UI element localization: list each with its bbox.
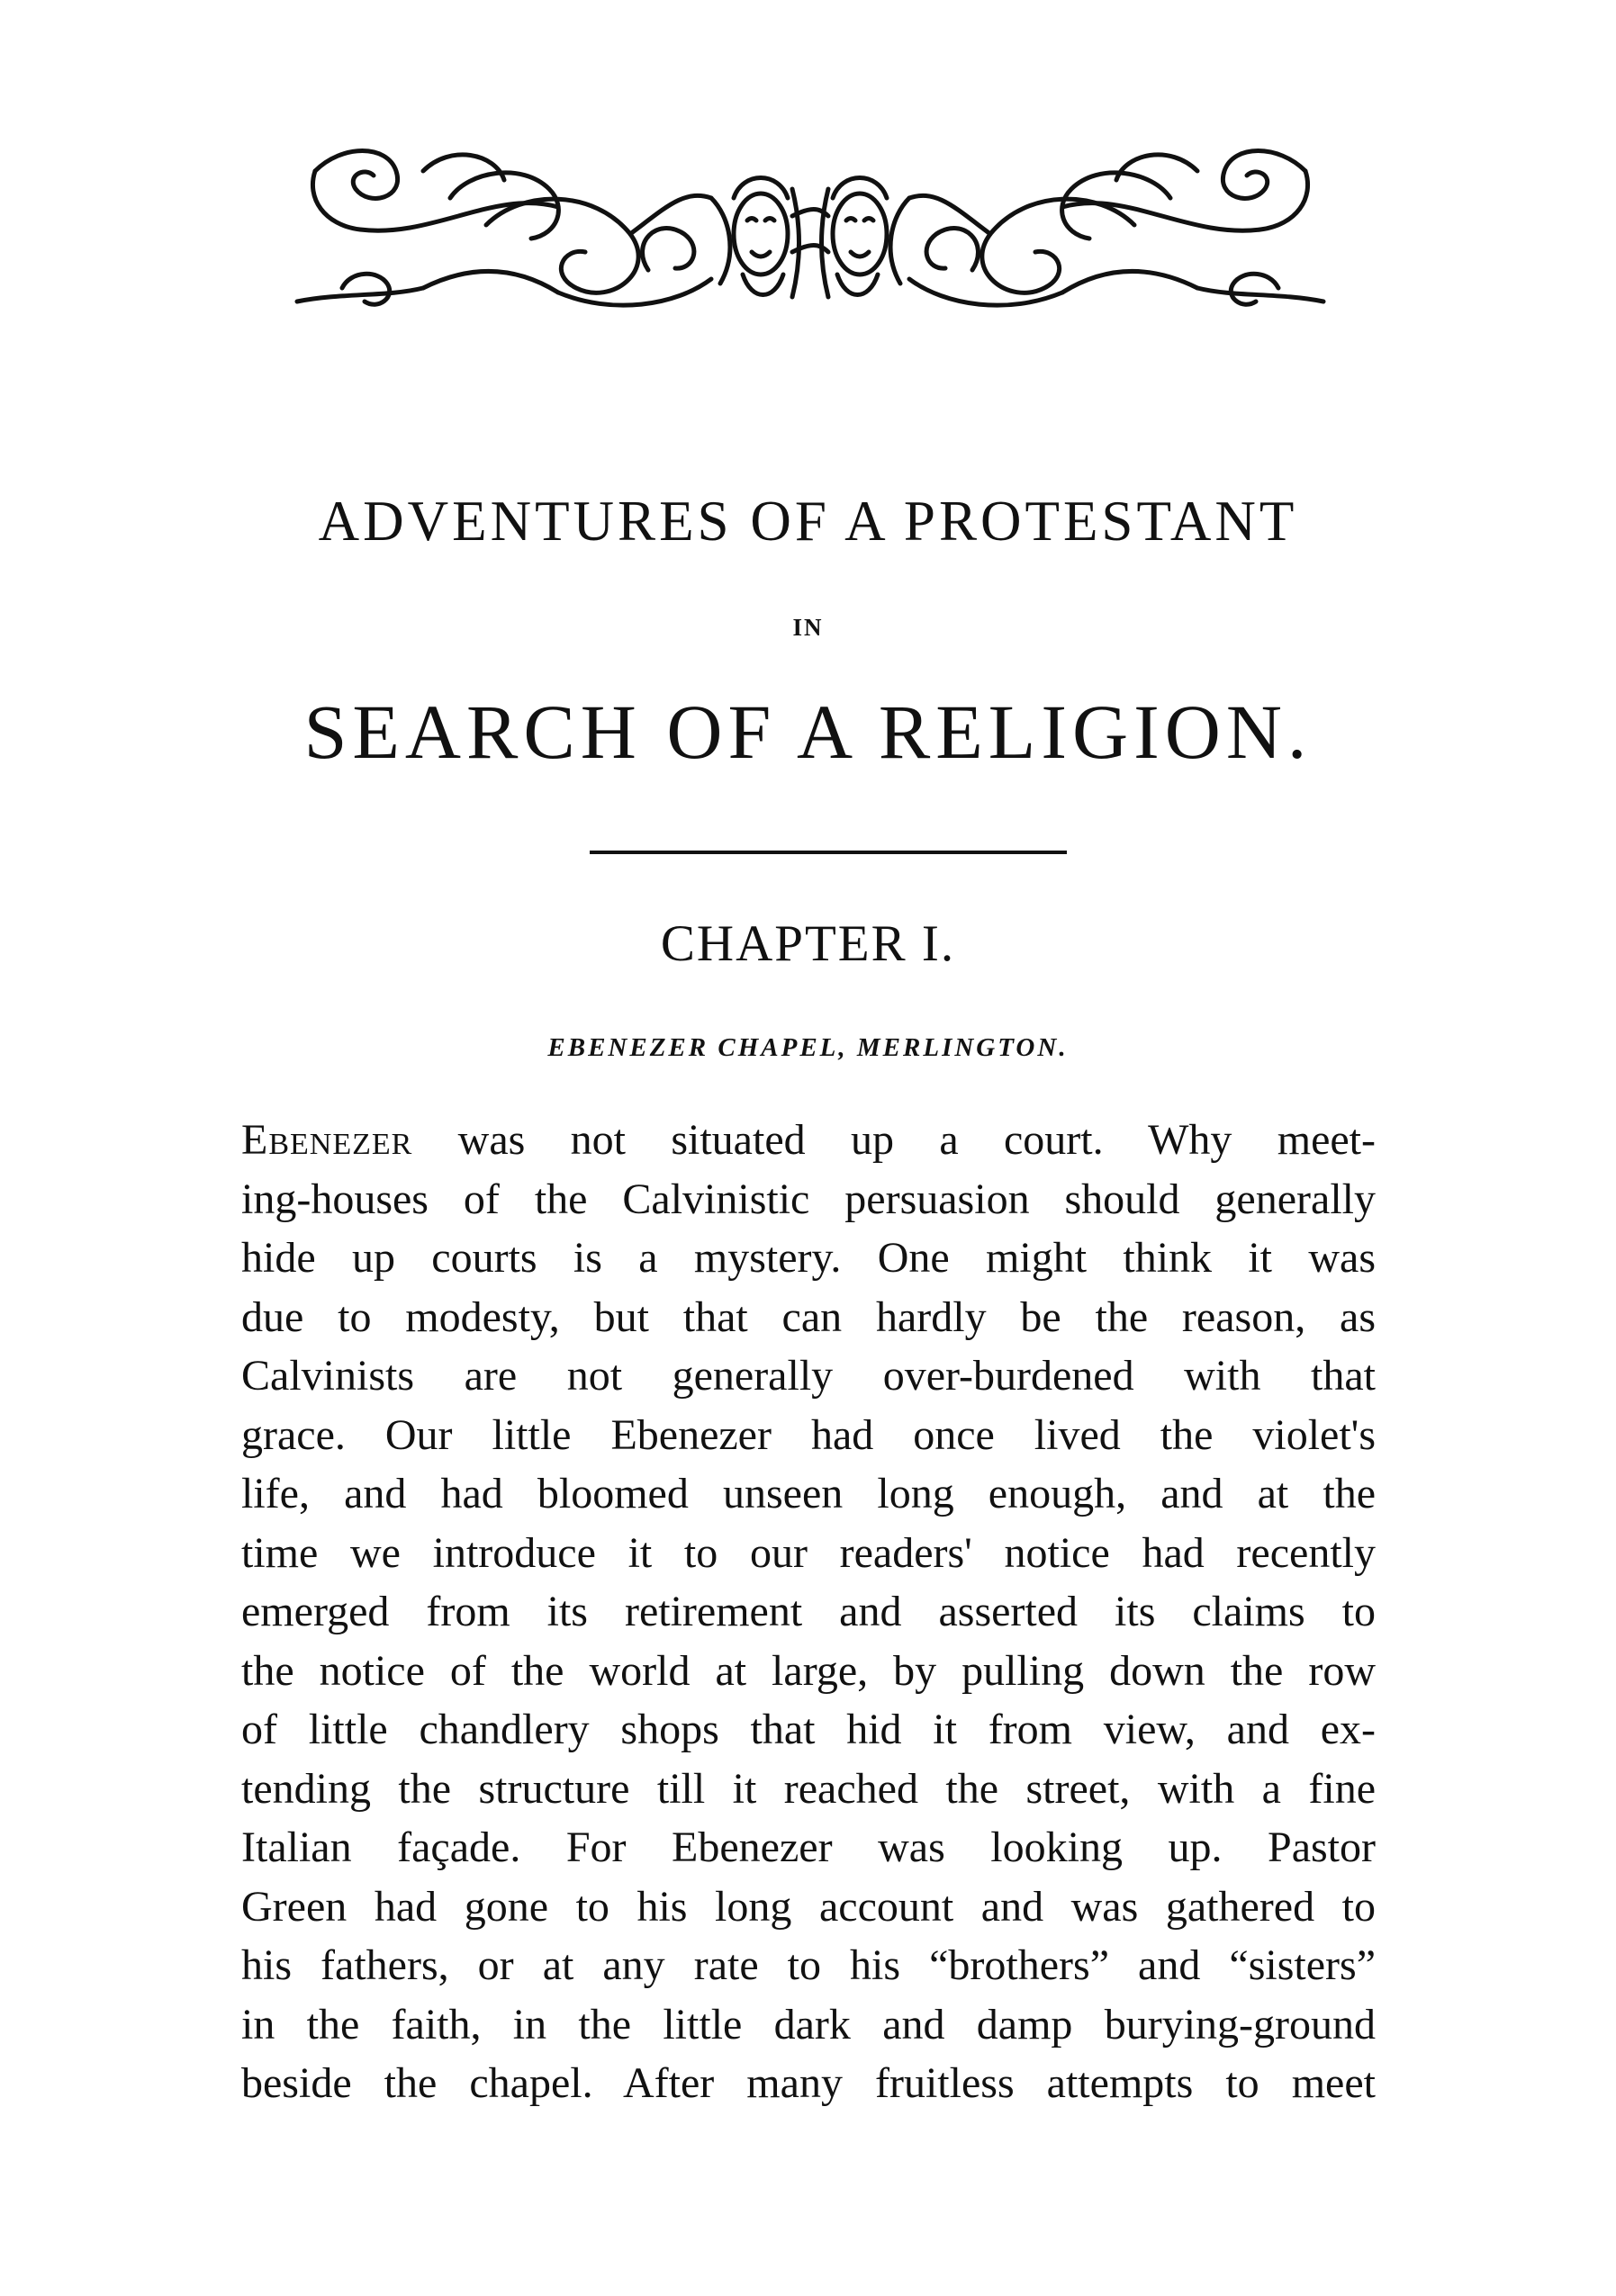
body-line: emerged from its retirement and asserted its claims to xyxy=(241,1588,1376,1635)
body-line: hide up courts is a mystery. One might think it was xyxy=(241,1234,1376,1282)
body-line: Green had gone to his long account and was gathered to xyxy=(241,1882,1376,1931)
chapter-body-text xyxy=(241,1111,1376,2113)
book-title-connector: IN xyxy=(792,614,824,641)
body-line: ing-houses of the Calvinistic persuasion should generally xyxy=(241,1175,1376,1223)
chapter-subtitle: EBENEZER CHAPEL, MERLINGTON. xyxy=(547,1033,1069,1062)
body-line: Calvinists are not generally over-burdened with that xyxy=(241,1352,1376,1400)
body-line: the notice of the world at large, by pulling down the row xyxy=(241,1646,1376,1695)
body-line: his fathers, or at any rate to his “brothers” and “sisters” xyxy=(241,1941,1376,1989)
book-title-line-2: SEARCH OF A RELIGION. xyxy=(303,689,1313,775)
title-divider-rule xyxy=(590,851,1067,854)
body-line: tending the structure till it reached the street, with a fine xyxy=(241,1764,1376,1813)
body-line: of little chandlery shops that hid it from view, and ex- xyxy=(241,1706,1376,1753)
body-first-word: Ebenezer xyxy=(241,1116,413,1164)
body-line: life, and had bloomed unseen long enough, and at the xyxy=(241,1470,1376,1517)
body-line: grace. Our little Ebenezer had once lived the violet's xyxy=(241,1410,1376,1459)
chapter-heading: CHAPTER I. xyxy=(660,915,956,972)
body-line: due to modesty, but that can hardly be the reason, as xyxy=(241,1292,1376,1341)
body-line-1-rest: was not situated up a court. Why meet- xyxy=(412,1116,1376,1164)
body-line: in the faith, in the little dark and damp burying-ground xyxy=(241,2000,1376,2048)
body-line: time we introduce it to our readers' notice had recently xyxy=(241,1528,1376,1577)
book-title-line-1: ADVENTURES OF A PROTESTANT xyxy=(318,490,1298,553)
scrollwork-ornament-icon xyxy=(288,135,1332,324)
body-line: Italian façade. For Ebenezer was looking up. Pastor xyxy=(241,1823,1376,1871)
body-line: beside the chapel. After many fruitless attempts to meet xyxy=(241,2059,1376,2107)
body-line-1 xyxy=(241,1111,1376,1170)
